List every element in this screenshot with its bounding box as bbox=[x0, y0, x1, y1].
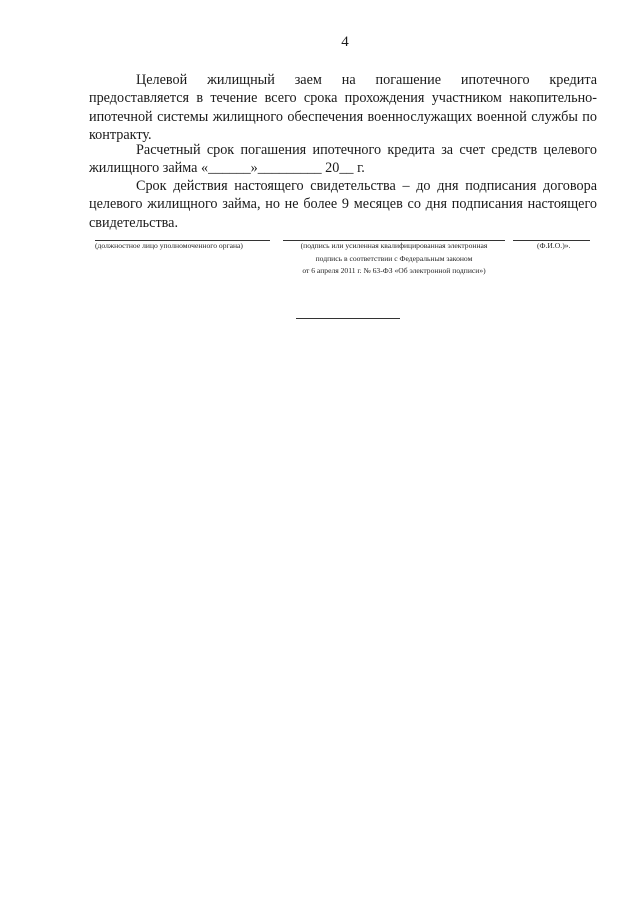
signature-block bbox=[0, 231, 640, 291]
signature-caption-line: подпись в соответствии с Федеральным законом bbox=[315, 253, 473, 263]
fio-caption: (Ф.И.О.)». bbox=[537, 241, 571, 250]
official-caption: (должностное лицо уполномоченного органа) bbox=[95, 241, 243, 250]
page-number: 4 bbox=[341, 34, 349, 50]
paragraph-loan-term: Целевой жилищный заем на погашение ипотечного кредита предоставляется в течение всего срока прохождения участником накопительно-ипотечной системы жилищного обеспечения военнослужащих военной службы по контракту. bbox=[89, 72, 597, 143]
signature-caption-line: (подпись или усиленная квалифицированная электронная bbox=[300, 241, 488, 250]
closing-rule bbox=[296, 318, 400, 319]
paragraph-repayment-term: Расчетный срок погашения ипотечного кредита за счет средств целевого жилищного займа «______»_________ 20__ г. bbox=[89, 142, 597, 177]
signature-caption bbox=[283, 240, 505, 278]
signature-caption-line: от 6 апреля 2011 г. № 63-ФЗ «Об электронной подписи») bbox=[302, 266, 486, 276]
paragraph-certificate-validity: Срок действия настоящего свидетельства – до дня подписания договора целевого жилищного займа, но не более 9 месяцев со дня подписания настоящего свидетельства. bbox=[89, 178, 597, 231]
